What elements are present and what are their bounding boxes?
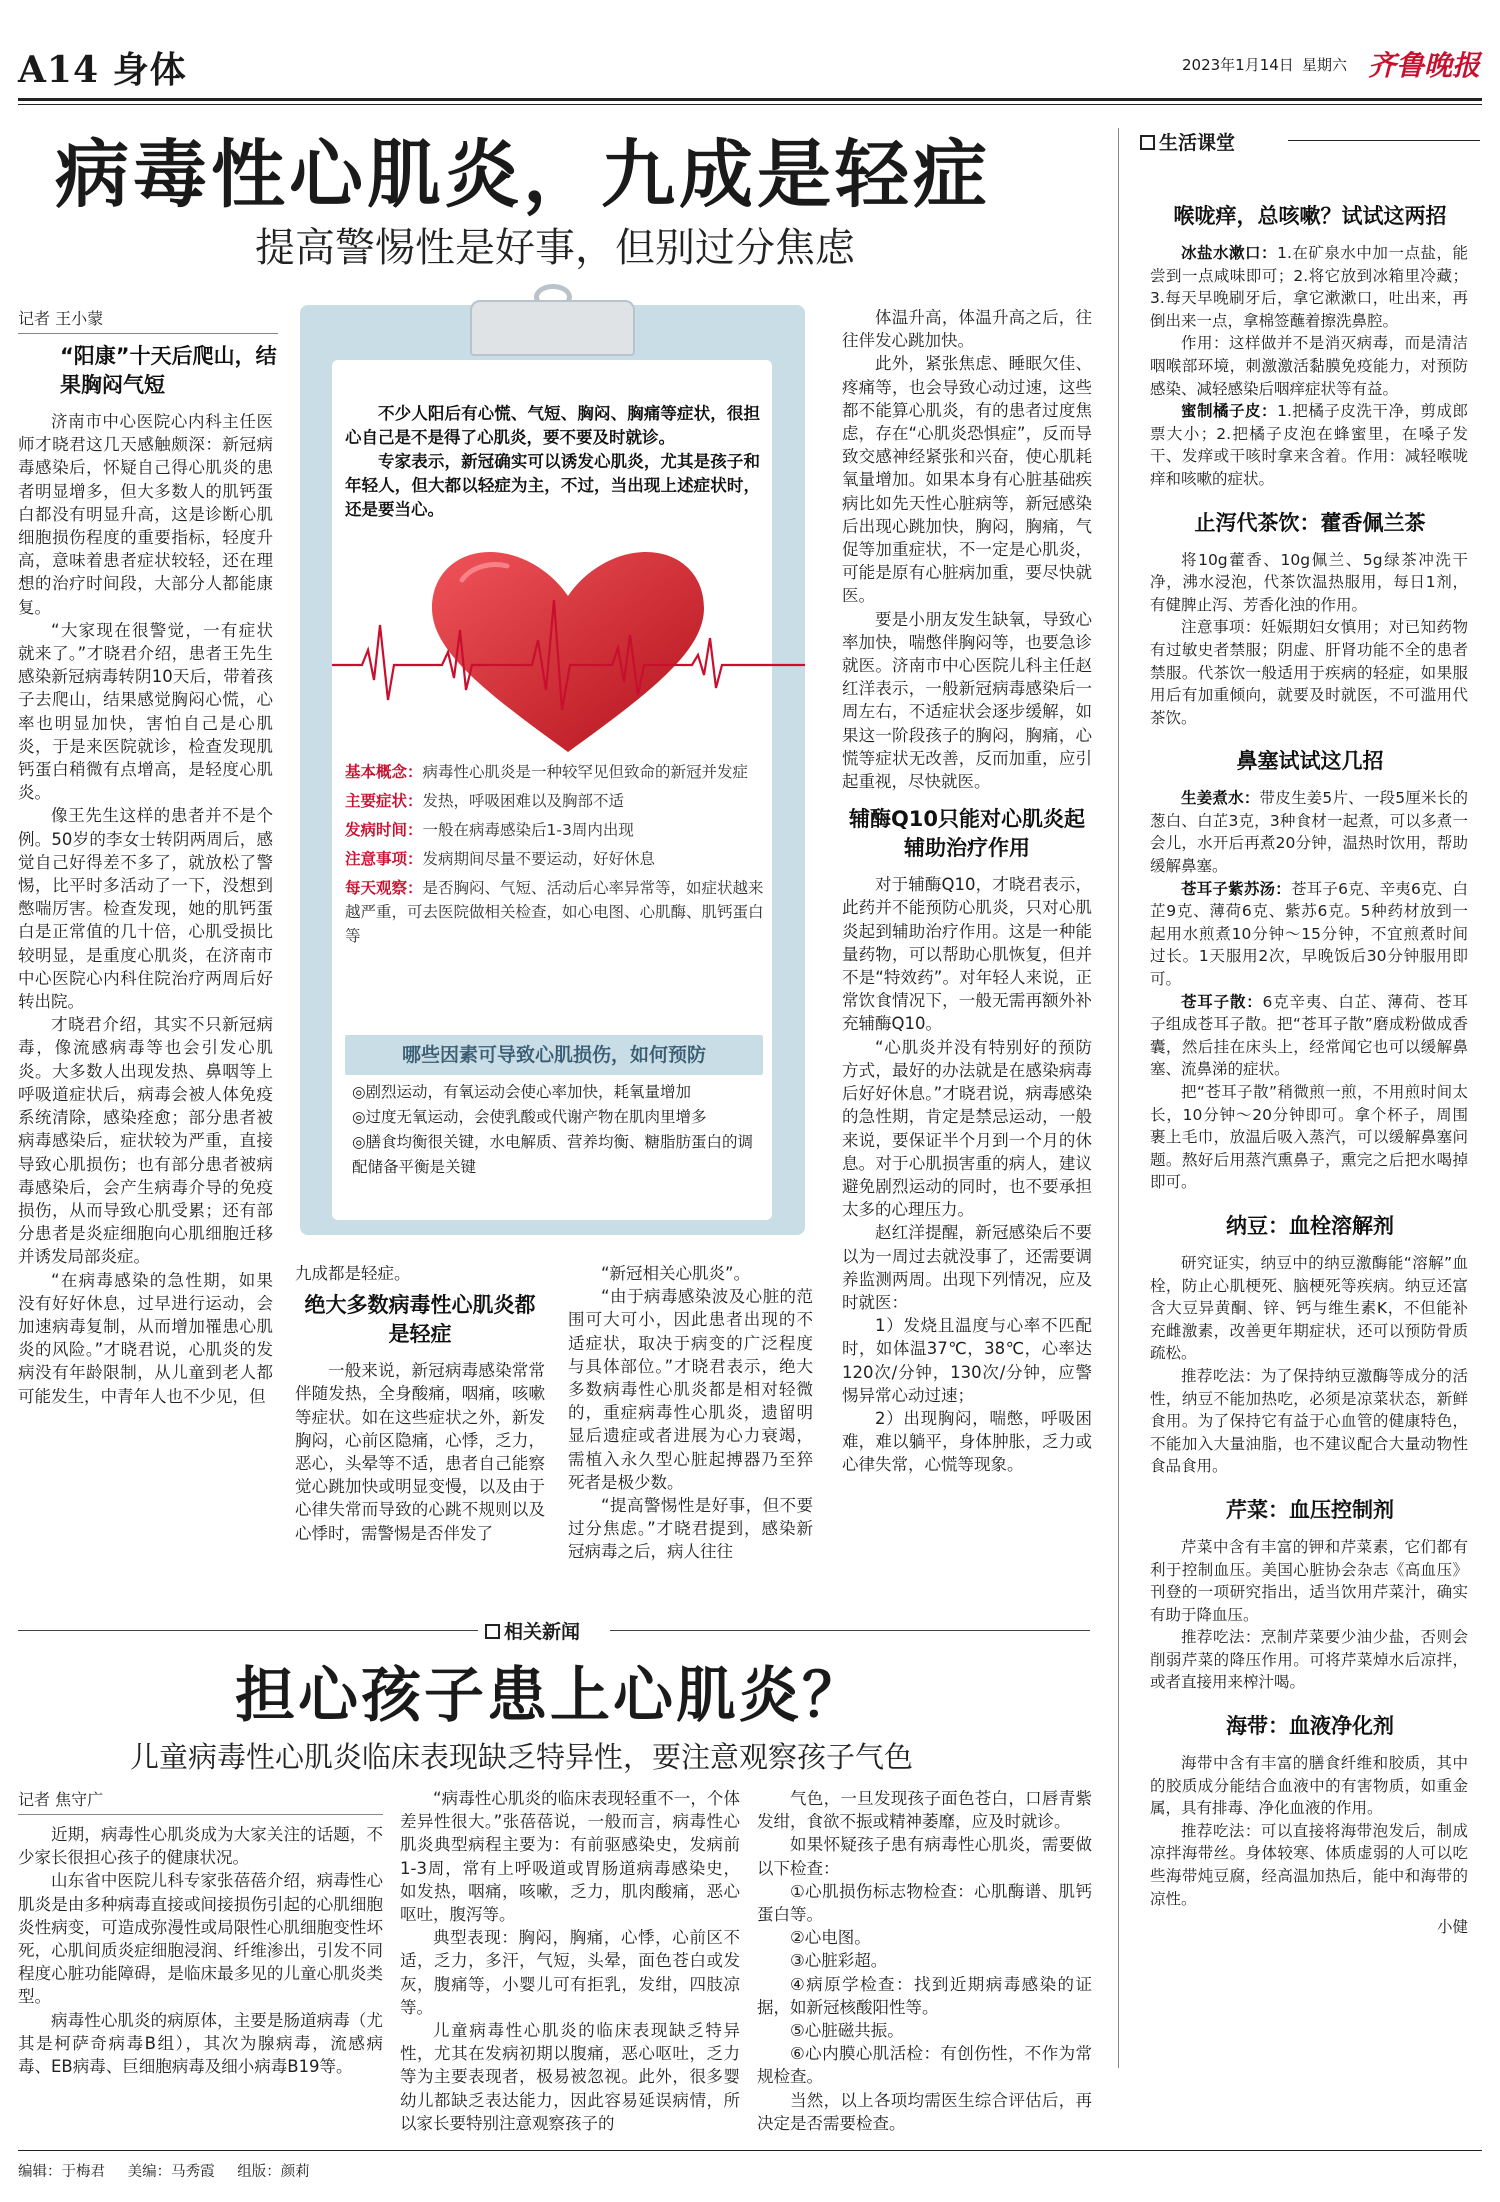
sidebar-keyword: 苍耳子散：	[1181, 992, 1263, 1011]
main-col4-body	[842, 306, 1092, 793]
paragraph: 2）出现胸闷，喘憋，呼吸困难，难以躺平，身体肿胀，乏力或心律失常，心慌等现象。	[842, 1408, 1092, 1475]
fact-text: 一般在病毒感染后1-3周内出现	[422, 821, 634, 839]
col3-top-line: “新冠相关心肌炎”。	[601, 1264, 751, 1283]
paragraph: 儿童病毒性心肌炎的临床表现缺乏特异性，尤其在发病初期以腹痛，恶心呕吐，乏力等为主要表现者，极易被忽视。此外，很多婴幼儿都缺乏表达能力，因此容易延误病情，所以家长要特别注意观察孩子的	[400, 2021, 740, 2133]
paragraph: 才晓君介绍，其实不只新冠病毒，像流感病毒等也会引发心肌炎。大多数人出现发热、鼻咽等上呼吸道症状后，病毒会被人体免疫系统清除，感染痊愈；部分患者被病毒感染后，症状较为严重，直接导致心肌损伤；也有部分患者被病毒感染后，会产生病毒介导的免疫损伤，从而导致心肌受累；还有部分患者是炎症细胞向心肌细胞迁移并诱发局部炎症。	[18, 1015, 273, 1267]
paragraph: ④病原学检查：找到近期病毒感染的证据，如新冠核酸阳性等。	[757, 1974, 1092, 2017]
main-column-3	[568, 1262, 813, 1612]
paragraph: 山东省中医院儿科专家张蓓蓓介绍，病毒性心肌炎是由多种病毒直接或间接损伤引起的心肌细胞炎性病变，可造成弥漫性或局限性心肌细胞变性坏死，心肌间质炎症细胞浸润、纤维渗出，引发不同程度心脏功能障碍，是临床最多见的儿童心肌炎类型。	[18, 1871, 383, 2007]
paragraph: 济南市中心医院心内科主任医师才晓君这几天感触颇深：新冠病毒感染后，怀疑自己得心肌炎的患者明显增多，但大多数人的肌钙蛋白都没有明显升高，这是诊断心肌细胞损伤程度的重要指标，轻度升高，意味着患者症状较轻，还在理想的治疗时间段，大部分人都能康复。	[18, 412, 273, 617]
section-heading-2: 绝大多数病毒性心肌炎都是轻症	[304, 1293, 536, 1347]
heart-ecg-icon	[332, 540, 805, 770]
footer-proof: 组版：颜莉	[237, 2164, 310, 2180]
main-col2-body	[295, 1359, 545, 1545]
paragraph: “由于病毒感染波及心脏的范围可大可小，因此患者出现的不适症状，取决于病变的广泛程度与具体部位。”才晓君表示，绝大多数病毒性心肌炎都是相对轻微的，重症病毒性心肌炎，遗留明显后遗症或者进展为心力衰竭，需植入永久型心脏起搏器乃至猝死者是极少数。	[568, 1287, 813, 1492]
sidebar-text: 1.在矿泉水中加一点盐，能尝到一点咸味即可；2.将它放到冰箱里冷藏；3.每天早晚刷牙后，拿它漱漱口，吐出来，再倒出来一点，拿棉签蘸着擦洗鼻腔。	[1150, 244, 1468, 330]
paragraph: ①心肌损伤标志物检查：心肌酶谱、肌钙蛋白等。	[757, 1881, 1092, 1925]
related-tag	[485, 1617, 580, 1644]
paragraph: “提高警惕性是好事，但不要过分焦虑。”才晓君提到，感染新冠病毒之后，病人往往	[568, 1496, 813, 1562]
clipboard-clip	[470, 300, 635, 356]
sidebar-column	[1150, 200, 1480, 2130]
fact-row	[345, 847, 765, 871]
sidebar-title: 芹菜：血压控制剂	[1226, 1497, 1394, 1522]
main-subheadline: 提高警惕性是好事，但别过分焦虑	[255, 225, 855, 271]
header-rule	[18, 98, 1482, 101]
sidebar-text: 苍耳子6克、辛夷6克、白芷9克、薄荷6克、紫苏6克。5种药材放到一起用水煎煮10分钟～15分钟，不宜煎煮时间过长。1天服用2次，早晚饭后30分钟服用即可。	[1150, 879, 1468, 989]
prevention-band	[345, 1035, 763, 1075]
sidebar-body	[1150, 787, 1468, 1194]
page-section-label: A14 身体	[18, 49, 187, 91]
main-col4b-body	[842, 873, 1092, 1476]
sidebar-text: 将10g藿香、10g佩兰、5g绿茶冲洗干净，沸水浸泡，代茶饮温热服用，每日1剂，有健脾止泻、芳香化浊的作用。	[1150, 550, 1468, 614]
paragraph: ②心电图。	[790, 1928, 871, 1948]
paragraph: 此外，紧张焦虑、睡眠欠佳、疼痛等，也会导致心动过速，这些都不能算心肌炎，有的患者过度焦虑，存在“心肌炎恐惧症”，反而导致交感神经紧张和兴奋，使心肌耗氧量增加。如果本身有心脏基础疾病比如先天性心脏病等，新冠感染后出现心跳加快，胸闷，胸痛，气促等加重症状，不一定是心肌炎，可能是原有心脏病加重，要尽快就医。	[842, 354, 1092, 606]
paragraph: 像王先生这样的患者并不是个例。50岁的李女士转阴两周后，感觉自己好得差不多了，就放松了警惕，比平时多活动了一下，没想到憋喘厉害。检查发现，她的肌钙蛋白是正常值的几十倍，心肌受损比较明显，是重度心肌炎，在济南市中心医院心内科住院治疗两周后好转出院。	[18, 806, 273, 1012]
prevention-item: ◎过度无氧运动，会使乳酸或代谢产物在肌肉里增多	[352, 1108, 707, 1126]
sidebar-paragraph	[1150, 1752, 1468, 1820]
section-heading-3: 辅酶Q10只能对心肌炎起辅助治疗作用	[848, 807, 1086, 861]
sidebar-tag-label: 生活课堂	[1159, 132, 1236, 154]
related-tag-label: 相关新闻	[504, 1621, 581, 1643]
paragraph: 对于辅酶Q10，才晓君表示，此药并不能预防心肌炎，只对心肌炎起到辅助治疗作用。这是一种能量药物，可以帮助心肌恢复，但并不是“特效药”。对年轻人来说，正常饮食情况下，一般无需再额外补充辅酶Q10。	[842, 875, 1092, 1034]
related-col2-body	[400, 1787, 740, 2135]
sidebar-body	[1150, 1252, 1468, 1478]
paragraph: “大家现在很警觉，一有症状就来了。”才晓君介绍，患者王先生感染新冠病毒转阴10天后，带着孩子去爬山，结果感觉胸闷心慌，心率也明显加快，害怕自己是心肌炎，于是来医院就诊，检查发现肌钙蛋白稍微有点增高，是轻度心肌炎。	[18, 620, 273, 803]
related-headline: 担心孩子患上心肌炎？	[235, 1661, 865, 1731]
fact-text: 是否胸闷、气短、活动后心率异常等，如症状越来越严重，可去医院做相关检查，如心电图、心肌酶、肌钙蛋白等	[345, 879, 764, 945]
square-icon	[1140, 135, 1155, 150]
sidebar-text: 注意事项：妊娠期妇女慎用；对已知药物有过敏史者禁服；阴虚、肝肾功能不全的患者禁服。代茶饮一般适用于疾病的轻症，如果服用后有加重倾向，就要及时就医，不可滥用代茶饮。	[1150, 618, 1468, 727]
main-column-4	[842, 306, 1092, 1612]
sidebar-divider	[1118, 128, 1119, 2068]
paragraph: 典型表现：胸闷，胸痛，心悸，心前区不适，乏力，多汗，气短，头晕，面色苍白或发灰，腹痛等，小婴儿可有拒乳，发绀，四肢凉等。	[400, 1928, 740, 2017]
intro-paragraph: 不少人阳后有心慌、气短、胸闷、胸痛等症状，很担心自己是不是得了心肌炎，要不要及时就诊。	[345, 404, 760, 447]
sidebar-text: 1.把橘子皮洗干净，剪成郎票大小；2.把橘子皮泡在蜂蜜里，在嗓子发干、发痒或干咳时拿来含着。作用：减轻喉咙痒和咳嗽的症状。	[1150, 402, 1468, 488]
col2-top-line: 九成都是轻症。	[295, 1264, 411, 1283]
sidebar-tag	[1140, 128, 1235, 155]
sidebar-paragraph	[1150, 878, 1468, 991]
fact-row	[345, 760, 765, 784]
sidebar-paragraph	[1150, 1081, 1468, 1194]
sidebar-title: 止泻代茶饮：藿香佩兰茶	[1194, 510, 1426, 535]
sidebar-text: 研究证实，纳豆中的纳豆激酶能“溶解”血栓，防止心肌梗死、脑梗死等疾病。纳豆还富含大豆异黄酮、锌、钙与维生素K，不但能补充雌激素，改善更年期症状，还可以预防骨质疏松。	[1150, 1253, 1468, 1363]
sidebar-paragraph	[1150, 1365, 1468, 1478]
sidebar-paragraph	[1150, 616, 1468, 729]
footer-designer: 美编：马秀霞	[127, 2164, 215, 2180]
sidebar-title: 纳豆：血栓溶解剂	[1226, 1213, 1394, 1238]
fact-row	[345, 876, 765, 948]
paragraph: ⑥心内膜心肌活检：有创伤性，不作为常规检查。	[757, 2044, 1092, 2087]
sidebar-text: 芹菜中含有丰富的钾和芹菜素，它们都有利于控制血压。美国心脏协会杂志《高血压》刊登的一项研究指出，适当饮用芹菜汁，确实有助于降血压。	[1150, 1537, 1468, 1624]
main-col1-body	[18, 410, 273, 1408]
main-byline: 记者 王小蒙	[18, 306, 278, 334]
intro-paragraph: 专家表示，新冠确实可以诱发心肌炎，尤其是孩子和年轻人，但大都以轻症为主，不过，当出现上述症状时，还是要当心。	[345, 452, 760, 519]
sidebar-text: 作用：这样做并不是消灭病毒，而是清洁咽喉部环境，刺激激活黏膜免疫能力，对预防感染、减轻感染后咽痒症状等有益。	[1150, 334, 1468, 398]
sidebar-keyword: 冰盐水漱口：	[1181, 244, 1278, 262]
sidebar-text: 6克辛夷、白芷、薄荷、苍耳子组成苍耳子散。把“苍耳子散”磨成粉做成香囊，然后挂在床头上，经常闻它也可以缓解鼻塞、流鼻涕的症状。	[1150, 992, 1468, 1079]
sidebar-body	[1150, 549, 1468, 730]
paragraph: 如果怀疑孩子患有病毒性心肌炎，需要做以下检查：	[757, 1835, 1092, 1878]
sidebar-signature: 小健	[1436, 1918, 1468, 1937]
sidebar-paragraph	[1150, 400, 1468, 490]
footer-editor: 编辑：于梅君	[18, 2164, 105, 2180]
prevention-list	[352, 1080, 762, 1180]
sidebar-paragraph	[1150, 787, 1468, 877]
sidebar-paragraph	[1150, 991, 1468, 1081]
square-icon	[485, 1624, 500, 1639]
fact-label: 基本概念：	[345, 763, 423, 781]
footer-credits	[18, 2160, 328, 2181]
related-byline: 记者 焦守广	[18, 1787, 383, 1815]
fact-row	[345, 818, 765, 842]
fact-label: 每天观察：	[345, 879, 423, 897]
paragraph: 气色，一旦发现孩子面色苍白，口唇青紫发绀，食欲不振或精神萎靡，应及时就诊。	[757, 1789, 1092, 1832]
sidebar-title: 海带：血液净化剂	[1226, 1714, 1394, 1739]
paragraph: 要是小朋友发生缺氧，导致心率加快，喘憋伴胸闷等，也要急诊就医。济南市中心医院儿科主任赵红洋表示，一般新冠病毒感染后一周左右，不适症状会逐步缓解，如果这一阶段孩子的胸闷，胸痛，心慌等症状无改善，反而加重，应引起重视，尽快就医。	[842, 609, 1092, 792]
fact-text: 发热，呼吸困难以及胸部不适	[422, 792, 625, 810]
sidebar-text: 推荐吃法：为了保持纳豆激酶等成分的活性，纳豆不能加热吃，必须是凉菜状态，新鲜食用。为了保持它有益于心血管的健康特色，不能加入大量油脂，也不建议配合大量动物性食品食用。	[1150, 1366, 1468, 1476]
sidebar-keyword: 蜜制橘子皮：	[1181, 402, 1278, 421]
sidebar-paragraph	[1150, 1536, 1468, 1626]
sidebar-body	[1150, 242, 1468, 491]
main-column-1	[18, 306, 278, 1616]
related-subheadline: 儿童病毒性心肌炎临床表现缺乏特异性，要注意观察孩子气色	[130, 1740, 914, 1774]
related-column-1	[18, 1787, 383, 2142]
related-column-3	[757, 1787, 1092, 2142]
paragraph: “病毒性心肌炎的临床表现轻重不一，个体差异性很大。”张蓓蓓说，一般而言，病毒性心肌炎典型病程主要为：有前驱感染史，发病前1-3周，常有上呼吸道或胃肠道病毒感染史，如发热，咽痛，咳嗽，乏力，肌肉酸痛，恶心呕吐，腹泻等。	[400, 1789, 740, 1925]
sidebar-paragraph	[1150, 332, 1468, 400]
related-rule-right	[610, 1630, 1090, 1631]
sidebar-tag-rule	[1288, 140, 1480, 141]
main-headline: 病毒性心肌炎，九成是轻症	[55, 132, 991, 218]
fact-text: 病毒性心肌炎是一种较罕见但致命的新冠并发症	[422, 763, 749, 781]
fact-label: 注意事项：	[345, 850, 423, 868]
paragraph: 1）发烧且温度与心率不匹配时，如体温37℃，38℃，心率达120次/分钟，130次/分钟，应警惕异常心动过速；	[842, 1316, 1092, 1405]
paragraph: ⑤心脏磁共振。	[790, 2021, 904, 2041]
section-heading-1: “阳康”十天后爬山，结果胸闷气短	[60, 344, 277, 397]
sidebar-text: 海带中含有丰富的膳食纤维和胶质，其中的胶质成分能结合血液中的有害物质，如重金属，具有排毒、净化血液的作用。	[1150, 1754, 1468, 1818]
sidebar-title: 鼻塞试试这几招	[1236, 749, 1384, 774]
sidebar-text: 推荐吃法：烹制芹菜要少油少盐，否则会削弱芹菜的降压作用。可将芹菜焯水后凉拌，或者直接用来榨汁喝。	[1150, 1628, 1468, 1692]
paragraph: 近期，病毒性心肌炎成为大家关注的话题，不少家长很担心孩子的健康状况。	[18, 1825, 383, 1868]
sidebar-paragraph	[1150, 1626, 1468, 1694]
footer-rule	[18, 2150, 1482, 2151]
sidebar-title: 喉咙痒，总咳嗽？试试这两招	[1173, 204, 1447, 228]
main-col3-body	[568, 1285, 813, 1563]
fact-label: 主要症状：	[345, 792, 423, 810]
related-column-2	[400, 1787, 740, 2142]
sidebar-text: 带皮生姜5片、一段5厘米长的葱白、白芷3克，3种食材一起煮，可以多煮一会儿，水开后再煮20分钟，温热时饮用，帮助缓解鼻塞。	[1150, 789, 1468, 876]
paragraph: 病毒性心肌炎的病原体，主要是肠道病毒（尤其是柯萨奇病毒B组），其次为腺病毒，流感病毒、EB病毒、巨细胞病毒及细小病毒B19等。	[18, 2010, 383, 2077]
fact-label: 发病时间：	[345, 821, 423, 839]
fact-row	[345, 789, 765, 813]
sidebar-body	[1150, 1536, 1468, 1694]
paragraph: 体温升高，体温升高之后，往往伴发心跳加快。	[842, 308, 1092, 351]
sidebar-keyword: 苍耳子紫苏汤：	[1181, 879, 1291, 898]
fact-text: 发病期间尽量不要运动，好好休息	[422, 850, 656, 868]
issue-weekday: 星期六	[1302, 56, 1348, 74]
issue-date: 2023年1月14日	[1182, 56, 1294, 74]
paragraph: 当然，以上各项均需医生综合评估后，再决定是否需要检查。	[757, 2090, 1092, 2133]
main-column-2	[295, 1262, 545, 1612]
sidebar-text: 推荐吃法：可以直接将海带泡发后，制成凉拌海带丝。身体较寒、体质虚弱的人可以吃些海带炖豆腐，经高温加热后，能中和海带的凉性。	[1150, 1821, 1468, 1908]
sidebar-paragraph	[1150, 549, 1468, 617]
sidebar-paragraph	[1150, 1820, 1468, 1910]
paragraph: 赵红洋提醒，新冠感染后不要以为一周过去就没事了，还需要调养监测两周。出现下列情况，应及时就医：	[842, 1223, 1092, 1312]
sidebar-paragraph	[1150, 242, 1468, 332]
prevention-item: ◎剧烈运动，有氧运动会使心率加快，耗氧量增加	[352, 1083, 692, 1101]
header-rule-thin	[18, 104, 1482, 105]
related-rule-left	[18, 1630, 478, 1631]
sidebar-keyword: 生姜煮水：	[1181, 789, 1260, 808]
paragraph: 一般来说，新冠病毒感染常常伴随发热，全身酸痛，咽痛，咳嗽等症状。如在这些症状之外，新发胸闷，心前区隐痛，心悸，乏力，恶心，头晕等不适，患者自己能察觉心跳加快或明显变慢，以及由于心律失常而导致的心跳不规则以及心悸时，需警惕是否伴发了	[295, 1361, 545, 1543]
infographic-intro	[345, 402, 760, 522]
paragraph: “在病毒感染的急性期，如果没有好好休息，过早进行运动，会加速病毒复制，从而增加罹患心肌炎的风险。”才晓君说，心肌炎的发病没有年龄限制，从儿童到老人都可能发生，中青年人也不少见，但	[18, 1270, 273, 1406]
related-col3-body	[757, 1787, 1092, 2135]
prevention-item: ◎膳食均衡很关键，水电解质、营养均衡、糖脂肪蛋白的调配储备平衡是关键	[352, 1133, 754, 1176]
sidebar-body	[1150, 1752, 1468, 1910]
newspaper-logo: 齐鲁晚报	[1368, 49, 1481, 82]
paragraph: ③心脏彩超。	[790, 1951, 888, 1971]
related-col1-body	[18, 1823, 383, 2078]
infographic-facts	[345, 760, 765, 953]
prevention-band-title: 哪些因素可导致心肌损伤，如何预防	[401, 1044, 706, 1066]
sidebar-paragraph	[1150, 1252, 1468, 1365]
sidebar-text: 把“苍耳子散”稍微煎一煎，不用煎时间太长，10分钟～20分钟即可。拿个杯子，周围裹上毛巾，放温后吸入蒸汽，可以缓解鼻塞问题。熬好后用蒸汽熏鼻子，熏完之后把水喝掉即可。	[1150, 1083, 1468, 1192]
paragraph: “心肌炎并没有特别好的预防方式，最好的办法就是在感染病毒后好好休息。”才晓君说，病毒感染的急性期，肯定是禁忌运动，一般来说，要保证半个月到一个月的休息。对于心肌损害重的病人，建议避免剧烈运动的同时，也不要承担太多的心理压力。	[842, 1037, 1092, 1220]
